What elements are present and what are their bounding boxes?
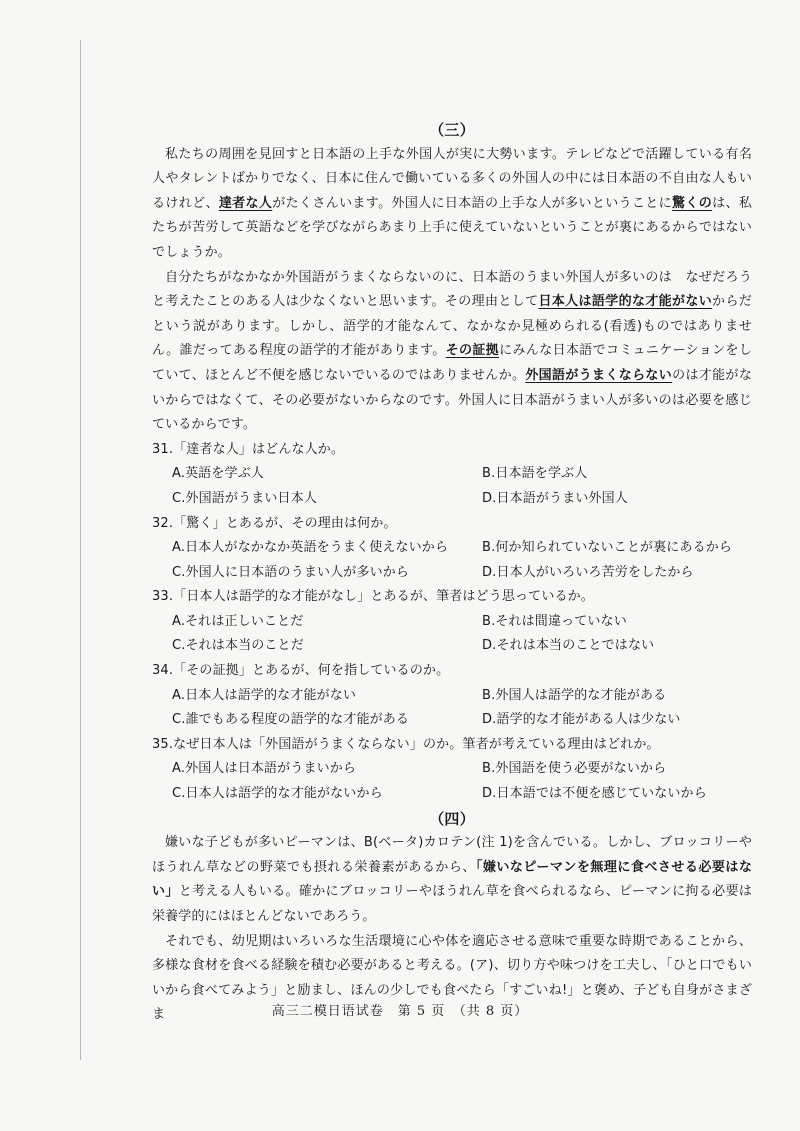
- option-b: B.外国人は語学的な才能がある: [482, 687, 667, 703]
- question-stem: 31.「達者な人」はどんな人か。: [152, 441, 345, 457]
- option-c: C.誰でもある程度の語学的な才能がある: [172, 712, 410, 728]
- underline-odoroku: 驚くの: [672, 195, 713, 211]
- option-b: B.外国語を使う必要がないから: [482, 761, 667, 777]
- question-31: [152, 438, 752, 512]
- option-b: B.何か知られていないことが裏にあるから: [482, 540, 733, 556]
- option-d: D.日本人がいろいろ苦労をしたから: [482, 564, 694, 580]
- question-stem: 33.「日本人は語学的な才能がなし」とあるが、筆者はどう思っているか。: [152, 589, 594, 605]
- option-d: D.日本語では不便を感じていないから: [482, 786, 707, 802]
- section-3-title: （三）: [429, 121, 475, 139]
- section-4-title: （四）: [429, 809, 475, 828]
- passage-4-paragraph-1: 嫌いな子どもが多いピーマンは、B(ベータ)カロテン(注 1)を含んでいる。しかし、ブロッコリーやほうれん草などの野菜でも摂れる栄養素があるから、「嫌いなピーマンを無理に食べさせる必要はない」と考える人もいる。確かにブロッコリーやほうれん草を食べられるなら、ピーマンに拘る必要は栄養学的にはほとんどないであろう。: [152, 835, 752, 924]
- question-34: [152, 659, 752, 733]
- question-33: [152, 585, 752, 659]
- question-32: [152, 512, 752, 586]
- option-b: B.それは間違っていない: [482, 613, 627, 629]
- passage-4-paragraph-2: それでも、幼児期はいろいろな生活環境に心や体を適応させる意味で重要な時期であることから、多様な食材を食べる経験を積む必要があると考える。(ア)、切り方や味つけを工夫し、「ひと口でもいいから食べてみよう」と励まし、ほんの少しでも食べたら「すごいね!」と褒め、子ども自身がさまざま: [152, 933, 752, 1023]
- page-footer: 高三二模日语试卷 第 5 页 （共 8 页）: [271, 1004, 529, 1019]
- quote-piman: 「嫌いなピーマンを無理に食べさせる必要はない」: [152, 859, 752, 900]
- underline-gaikokugo: 外国語がうまくならない: [525, 367, 673, 383]
- question-stem: 34.「その証拠」とあるが、何を指しているのか。: [152, 663, 450, 679]
- underline-sono-shouko: その証拠: [445, 343, 500, 359]
- option-c: C.外国人に日本語のうまい人が多いから: [172, 564, 410, 580]
- passage-3-paragraph-2: 自分たちがなかなか外国語がうまくならないのに、日本語のうまい外国人が多いのは なぜだろうと考えたことのある人は少なくないと思います。その理由として日本人は語学的な才能がないからだという説があります。しかし、語学的才能なんて、なかなか見極められる(看透)ものではありません。誰だってある程度の語学的才能があります。その証拠にみんな日本語でコミュニケーションをしていて、ほとんど不便を感じないでいるのではありませんか。外国語がうまくならないのは才能がないからではなくて、その必要がないからなのです。外国人に日本語がうまい人が多いのは必要を感じているからです。: [152, 269, 753, 433]
- option-d: D.それは本当のことではない: [482, 638, 655, 654]
- question-stem: 32.「驚く」とあるが、その理由は何か。: [152, 515, 397, 531]
- scan-border-line: [80, 40, 81, 1060]
- option-c: C.外国語がうまい日本人: [172, 490, 318, 506]
- option-a: A.外国人は日本語がうまいから: [172, 761, 357, 777]
- option-a: A.英語を学ぶ人: [172, 466, 264, 482]
- passage-3-paragraph-1: 私たちの周囲を見回すと日本語の上手な外国人が実に大勢います。テレビなどで活躍している有名人やタレントばかりでなく、日本に住んで働いている多くの外国人の中には日本語の不自由な人もいるけれど、達者な人がたくさんいます。外国人に日本語の上手な人が多いということに驚くのは、私たちが苦労して英語などを学びながらあまり上手に使えていないということが裏にあるからではないでしょうか。: [152, 146, 753, 260]
- option-a: A.日本人がなかなか英語をうまく使えないから: [172, 540, 449, 556]
- option-c: C.日本人は語学的な才能がないから: [172, 786, 383, 802]
- option-d: D.語学的な才能がある人は少ない: [482, 712, 681, 728]
- option-a: A.日本人は語学的な才能がない: [172, 687, 357, 703]
- question-35: [152, 733, 752, 807]
- option-d: D.日本語がうまい外国人: [482, 490, 628, 506]
- underline-tassha-na-hito: 達者な人: [218, 195, 273, 211]
- page-content: [152, 118, 752, 1028]
- option-a: A.それは正しいことだ: [172, 613, 304, 629]
- underline-gogaku-sainou: 日本人は語学的な才能がない: [538, 294, 713, 310]
- question-stem: 35.なぜ日本人は「外国語がうまくならない」のか。筆者が考えている理由はどれか。: [152, 736, 660, 752]
- option-c: C.それは本当のことだ: [172, 638, 304, 654]
- option-b: B.日本語を学ぶ人: [482, 466, 588, 482]
